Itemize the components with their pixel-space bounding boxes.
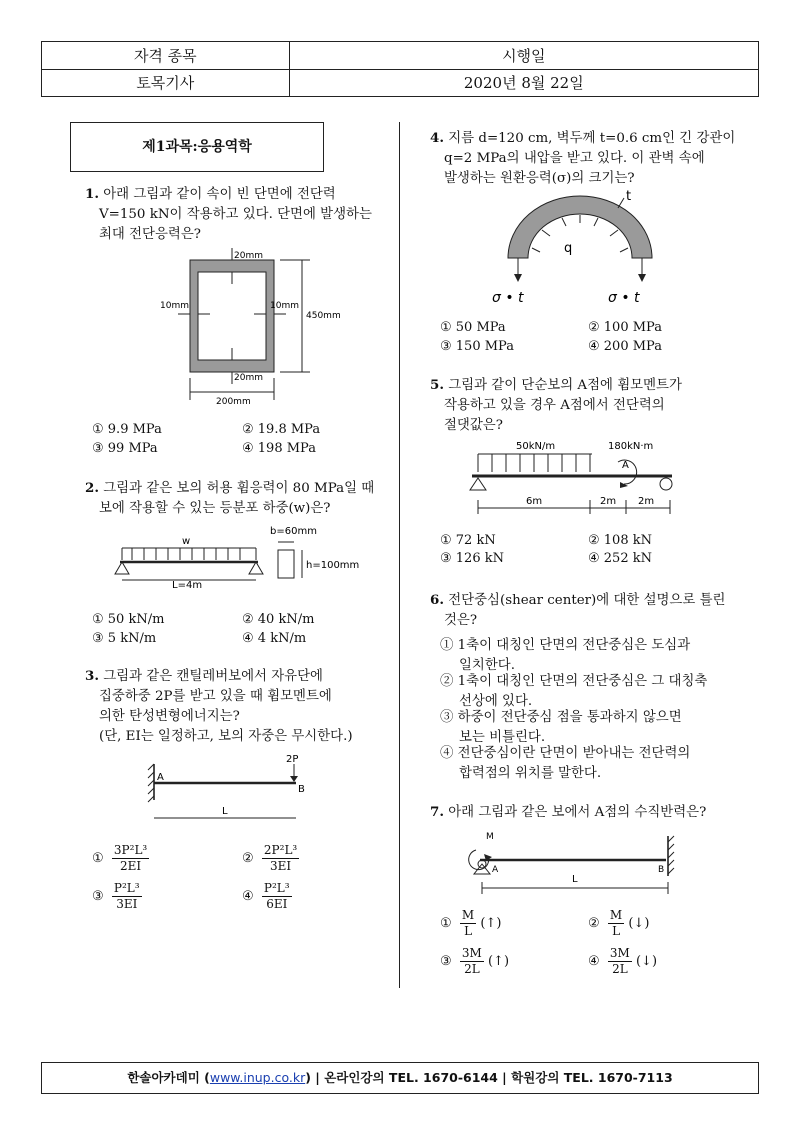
q2-number: 2. xyxy=(85,480,99,496)
q1-number: 1. xyxy=(85,186,99,202)
q7-opt3-dir: (↑) xyxy=(487,954,510,969)
q3-line4: (단, EI는 일정하고, 보의 자중은 무시한다.) xyxy=(99,729,353,744)
question-6 xyxy=(430,590,725,631)
q1-fig-left: 10mm xyxy=(160,301,189,311)
q4-fig-stress-left: σ • t xyxy=(492,290,524,306)
q4-fig-stress-right: σ • t xyxy=(608,290,640,306)
q3-opt4-num: P²L³ xyxy=(263,881,290,895)
q3-opt2-mark: ② xyxy=(242,851,254,866)
q7-fig-span: L xyxy=(572,874,578,885)
q5-fig-a: A xyxy=(622,460,629,471)
q3-option-4[interactable] xyxy=(242,881,292,912)
q3-opt4-fraction xyxy=(262,881,292,912)
q6-option-4[interactable] xyxy=(440,744,690,784)
q7-opt2-num: M xyxy=(609,908,623,922)
q3-opt2-den: 3EI xyxy=(270,859,292,873)
q4-number: 4. xyxy=(430,130,444,146)
q5-fig-s3: 2m xyxy=(638,496,655,507)
q2-beam-figure xyxy=(110,522,380,592)
q2-line2: 보에 작용할 수 있는 등분포 하중(w)은? xyxy=(99,501,331,516)
q3-fig-b: B xyxy=(298,784,305,795)
q3-fig-load: 2P xyxy=(286,754,299,765)
q3-opt1-mark: ① xyxy=(92,851,104,866)
q7-beam-figure xyxy=(462,830,682,898)
q7-opt2-fraction xyxy=(608,908,624,939)
q7-opt4-fraction xyxy=(608,946,632,977)
q3-opt4-mark: ④ xyxy=(242,889,254,904)
q6-number: 6. xyxy=(430,592,444,608)
q7-fig-b: B xyxy=(658,865,665,875)
q7-opt4-dir: (↓) xyxy=(635,954,658,969)
footer-academy: 한솔아카데미 ( xyxy=(127,1070,210,1085)
q4-line1: 지름 d=120 cm, 벽두께 t=0.6 cm인 긴 강관이 xyxy=(443,131,736,146)
q5-fig-s2: 2m xyxy=(600,496,617,507)
q4-pipe-figure xyxy=(480,186,680,308)
q3-option-2[interactable] xyxy=(242,843,299,874)
question-3 xyxy=(85,666,353,747)
q5-fig-moment: 180kN·m xyxy=(608,441,654,452)
q5-line1: 그림과 같이 단순보의 A점에 휨모멘트가 xyxy=(443,378,682,393)
q3-line3: 의한 탄성변형에너지는? xyxy=(99,709,240,724)
q6-option-3[interactable] xyxy=(440,708,682,748)
question-5 xyxy=(430,375,682,436)
q6-opt1-line1: ① 1축이 대칭인 단면의 전단중심은 도심과 xyxy=(440,638,691,653)
q3-opt3-num: P²L³ xyxy=(113,881,140,895)
q7-opt3-mark: ③ xyxy=(440,954,452,969)
q3-number: 3. xyxy=(85,668,99,684)
q3-opt1-fraction xyxy=(112,843,149,874)
q6-opt4-line2: 합력점의 위치를 말한다. xyxy=(459,766,602,781)
q3-option-3[interactable] xyxy=(92,881,142,912)
q7-opt1-fraction xyxy=(460,908,476,939)
q7-fig-m: M xyxy=(486,832,494,842)
footer-contact: ) | 온라인강의 TEL. 1670-6144 | 학원강의 TEL. 1670-7113 xyxy=(305,1070,673,1085)
q7-opt1-dir: (↑) xyxy=(480,916,502,931)
q4-option-3[interactable]: ③ 150 MPa xyxy=(440,339,514,354)
q5-line3: 절댓값은? xyxy=(444,418,503,433)
q7-opt1-mark: ① xyxy=(440,916,452,931)
q3-line1: 그림과 같은 캔틸레버보에서 자유단에 xyxy=(98,669,323,684)
q7-option-1[interactable] xyxy=(440,908,501,939)
q2-fig-b: b=60mm xyxy=(270,526,317,537)
q7-opt3-fraction xyxy=(460,946,484,977)
question-7 xyxy=(430,802,706,823)
q6-opt3-line2: 보는 비틀린다. xyxy=(459,730,546,745)
q2-load-arrows xyxy=(132,548,240,560)
q6-option-2[interactable] xyxy=(440,672,707,712)
q6-opt3-line1: ③ 하중이 전단중심 점을 통과하지 않으면 xyxy=(440,710,682,725)
q6-opt2-line2: 선상에 있다. xyxy=(459,694,533,709)
q5-number: 5. xyxy=(430,377,444,393)
q4-line2: q=2 MPa의 내압을 받고 있다. 이 관벽 속에 xyxy=(444,151,705,166)
q6-opt2-line1: ② 1축이 대칭인 단면의 전단중심은 그 대칭축 xyxy=(440,674,708,689)
q6-option-1[interactable] xyxy=(440,636,690,676)
q1-line3: 최대 전단응력은? xyxy=(99,227,201,242)
q7-opt4-den: 2L xyxy=(612,962,628,976)
q2-option-1[interactable]: ① 50 kN/m xyxy=(92,612,165,627)
q3-cantilever-figure xyxy=(148,752,318,832)
q1-fig-bottom: 20mm xyxy=(234,373,263,383)
q4-option-1[interactable]: ① 50 MPa xyxy=(440,320,506,335)
exam-header-table xyxy=(41,41,759,97)
q2-line1: 그림과 같은 보의 허용 휨응력이 80 MPa일 때 xyxy=(98,481,375,496)
q2-option-4[interactable]: ④ 4 kN/m xyxy=(242,631,307,646)
q4-line3: 발생하는 원환응력(σ)의 크기는? xyxy=(444,171,635,186)
q7-opt3-num: 3M xyxy=(461,946,482,960)
q6-opt4-line1: ④ 전단중심이란 단면이 받아내는 전단력의 xyxy=(440,746,691,761)
q6-line2: 것은? xyxy=(444,613,478,628)
q3-opt4-den: 6EI xyxy=(266,897,288,911)
q3-opt3-mark: ③ xyxy=(92,889,104,904)
q3-opt2-fraction xyxy=(262,843,299,874)
date-label: 시행일 xyxy=(289,42,758,70)
q3-line2: 집중하중 2P를 받고 있을 때 휨모멘트에 xyxy=(99,689,332,704)
q3-opt3-den: 3EI xyxy=(116,897,138,911)
q3-fig-span: L xyxy=(222,806,228,817)
q2-option-3[interactable]: ③ 5 kN/m xyxy=(92,631,157,646)
footer-url-link[interactable]: www.inup.co.kr xyxy=(209,1070,306,1085)
q1-option-1[interactable]: ① 9.9 MPa xyxy=(92,422,162,437)
q3-opt1-num: 3P²L³ xyxy=(113,843,148,857)
subject-label: 자격 종목 xyxy=(42,42,290,70)
q7-option-3[interactable] xyxy=(440,946,509,977)
q3-opt1-den: 2EI xyxy=(120,859,142,873)
q7-option-4[interactable] xyxy=(588,946,657,977)
section-title: 제1과목:응용역학 xyxy=(70,122,324,172)
q7-opt2-mark: ② xyxy=(588,916,600,931)
q3-opt2-num: 2P²L³ xyxy=(263,843,298,857)
q3-opt3-fraction xyxy=(112,881,142,912)
q1-option-3[interactable]: ③ 99 MPa xyxy=(92,441,158,456)
q5-option-2[interactable]: ② 108 kN xyxy=(588,533,652,548)
q4-fig-t: t xyxy=(626,189,632,204)
question-2 xyxy=(85,478,374,519)
q7-opt3-den: 2L xyxy=(464,962,480,976)
q4-option-4[interactable]: ④ 200 MPa xyxy=(588,339,662,354)
q2-fig-span: L=4m xyxy=(172,580,203,591)
subject-value: 토목기사 xyxy=(42,69,290,97)
date-value: 2020년 8월 22일 xyxy=(289,69,758,97)
q7-opt2-den: L xyxy=(612,924,621,938)
q5-fig-s1: 6m xyxy=(526,496,543,507)
q5-option-1[interactable]: ① 72 kN xyxy=(440,533,496,548)
q2-fig-w: w xyxy=(182,536,191,547)
q7-opt2-dir: (↓) xyxy=(628,916,650,931)
q6-opt1-line2: 일치한다. xyxy=(459,658,515,673)
q7-opt1-num: M xyxy=(461,908,475,922)
q1-option-4[interactable]: ④ 198 MPa xyxy=(242,441,316,456)
q2-option-2[interactable]: ② 40 kN/m xyxy=(242,612,315,627)
q7-opt4-num: 3M xyxy=(609,946,630,960)
q3-fig-a: A xyxy=(157,772,164,783)
q3-option-1[interactable] xyxy=(92,843,149,874)
q6-line1: 전단중심(shear center)에 대한 설명으로 틀린 xyxy=(443,593,726,608)
q1-fig-height: 450mm xyxy=(306,311,341,321)
q5-line2: 작용하고 있을 경우 A점에서 전단력의 xyxy=(444,398,665,413)
q1-option-2[interactable]: ② 19.8 MPa xyxy=(242,422,321,437)
q5-fig-load: 50kN/m xyxy=(516,441,556,452)
q7-opt4-mark: ④ xyxy=(588,954,600,969)
q5-beam-figure xyxy=(464,438,684,520)
q5-option-3[interactable]: ③ 126 kN xyxy=(440,551,504,566)
q7-option-2[interactable] xyxy=(588,908,649,939)
question-4 xyxy=(430,128,735,189)
q2-fig-h: h=100mm xyxy=(306,560,360,571)
q7-line1: 아래 그림과 같은 보에서 A점의 수직반력은? xyxy=(443,805,707,820)
q1-line1: 아래 그림과 같이 속이 빈 단면에 전단력 xyxy=(98,187,336,202)
column-divider xyxy=(399,122,400,988)
q1-line2: V=150 kN이 작용하고 있다. 단면에 발생하는 xyxy=(99,207,372,222)
page-footer xyxy=(41,1062,759,1094)
q1-fig-right: 10mm xyxy=(270,301,299,311)
q5-option-4[interactable]: ④ 252 kN xyxy=(588,551,652,566)
q1-fig-width: 200mm xyxy=(216,397,251,407)
q1-hollow-section-figure xyxy=(150,248,350,408)
q7-opt1-den: L xyxy=(464,924,473,938)
q4-option-2[interactable]: ② 100 MPa xyxy=(588,320,662,335)
q7-number: 7. xyxy=(430,804,444,820)
q4-fig-q: q xyxy=(564,241,573,256)
q1-fig-top: 20mm xyxy=(234,251,263,261)
question-1 xyxy=(85,184,372,245)
q7-fig-a: A xyxy=(492,865,499,875)
